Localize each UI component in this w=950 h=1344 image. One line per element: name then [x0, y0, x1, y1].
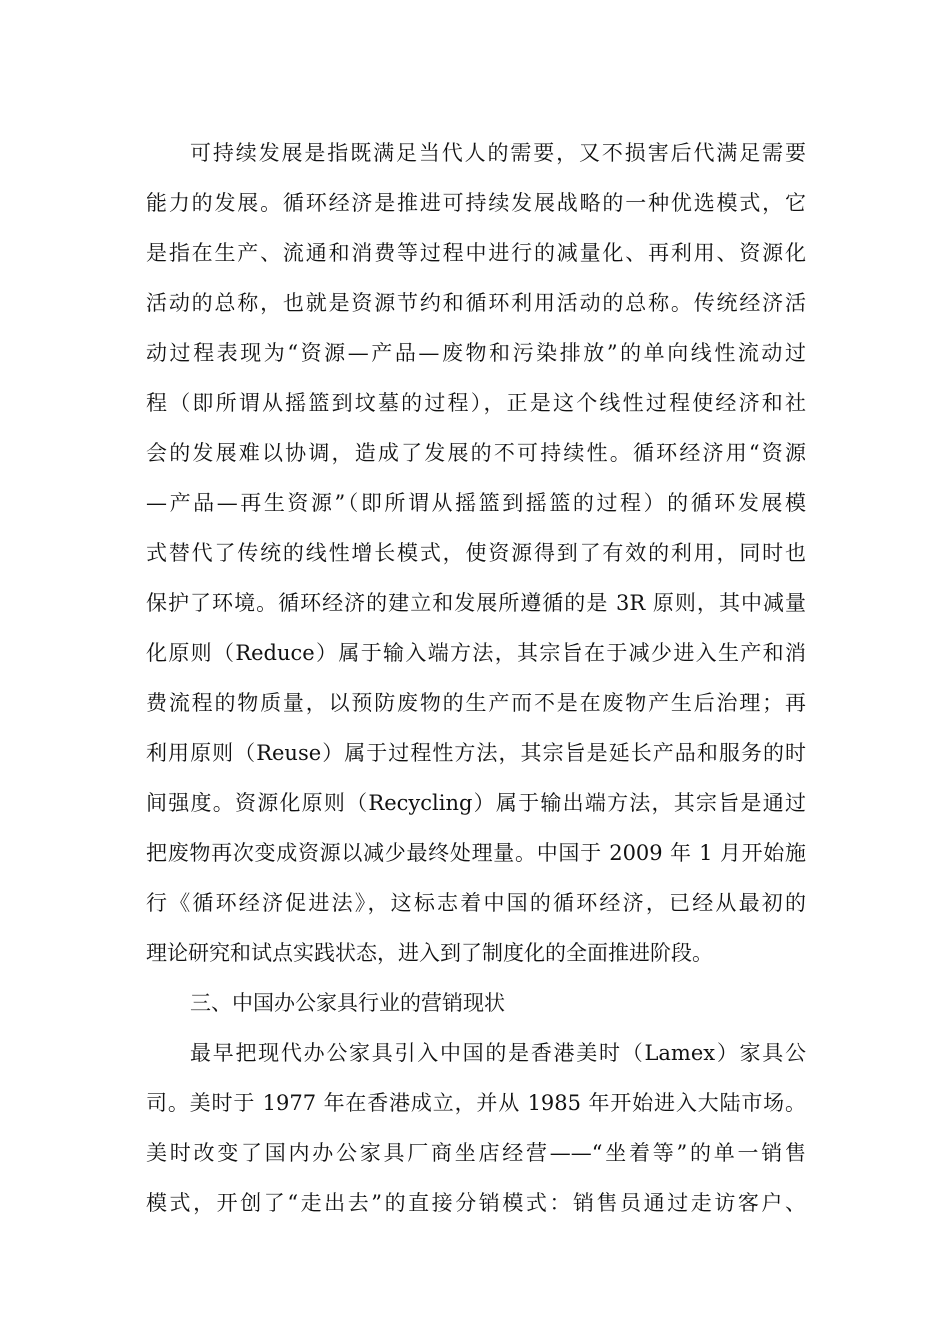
paragraph-line: 可持续发展是指既满足当代人的需要，又不损害后代满足需要	[190, 141, 806, 165]
paragraph-line: 是指在生产、流通和消费等过程中进行的减量化、再利用、资源化	[146, 241, 806, 265]
paragraph-line: 费流程的物质量，以预防废物的生产而不是在废物产生后治理；再	[146, 691, 806, 715]
paragraph-line: 司。美时于 1977 年在香港成立，并从 1985 年开始进入大陆市场。	[146, 1091, 806, 1115]
paragraph-line: 化原则（Reduce）属于输入端方法，其宗旨在于减少进入生产和消	[146, 641, 806, 665]
section-heading: 三、中国办公家具行业的营销现状	[190, 991, 505, 1015]
paragraph-line: 能力的发展。循环经济是推进可持续发展战略的一种优选模式，它	[146, 191, 806, 215]
paragraph-line: 动过程表现为“资源—产品—废物和污染排放”的单向线性流动过	[146, 341, 806, 365]
paragraph-line: 理论研究和试点实践状态，进入到了制度化的全面推进阶段。	[146, 941, 713, 965]
paragraph-line: 利用原则（Reuse）属于过程性方法，其宗旨是延长产品和服务的时	[146, 741, 806, 765]
paragraph-line: 模式，开创了“走出去”的直接分销模式：销售员通过走访客户、	[146, 1191, 806, 1215]
paragraph-line: 式替代了传统的线性增长模式，使资源得到了有效的利用，同时也	[146, 541, 806, 565]
paragraph-office-furniture-marketing	[146, 1028, 806, 1228]
paragraph-line: 保护了环境。循环经济的建立和发展所遵循的是 3R 原则，其中减量	[146, 591, 806, 615]
paragraph-line: 会的发展难以协调，造成了发展的不可持续性。循环经济用“资源	[146, 441, 806, 465]
paragraph-line: 活动的总称，也就是资源节约和循环利用活动的总称。传统经济活	[146, 291, 806, 315]
paragraph-line: 程（即所谓从摇篮到坟墓的过程），正是这个线性过程使经济和社	[146, 391, 806, 415]
document-body	[146, 128, 806, 1228]
paragraph-line: 最早把现代办公家具引入中国的是香港美时（Lamex）家具公	[190, 1041, 806, 1065]
paragraph-line: —产品—再生资源”（即所谓从摇篮到摇篮的过程）的循环发展模	[146, 491, 806, 515]
paragraph-line: 间强度。资源化原则（Recycling）属于输出端方法，其宗旨是通过	[146, 791, 806, 815]
paragraph-line: 美时改变了国内办公家具厂商坐店经营——“坐着等”的单一销售	[146, 1141, 806, 1165]
paragraph-sustainable-development	[146, 128, 806, 978]
paragraph-line: 把废物再次变成资源以减少最终处理量。中国于 2009 年 1 月开始施	[146, 841, 806, 865]
paragraph-line: 行《循环经济促进法》，这标志着中国的循环经济，已经从最初的	[146, 891, 806, 915]
